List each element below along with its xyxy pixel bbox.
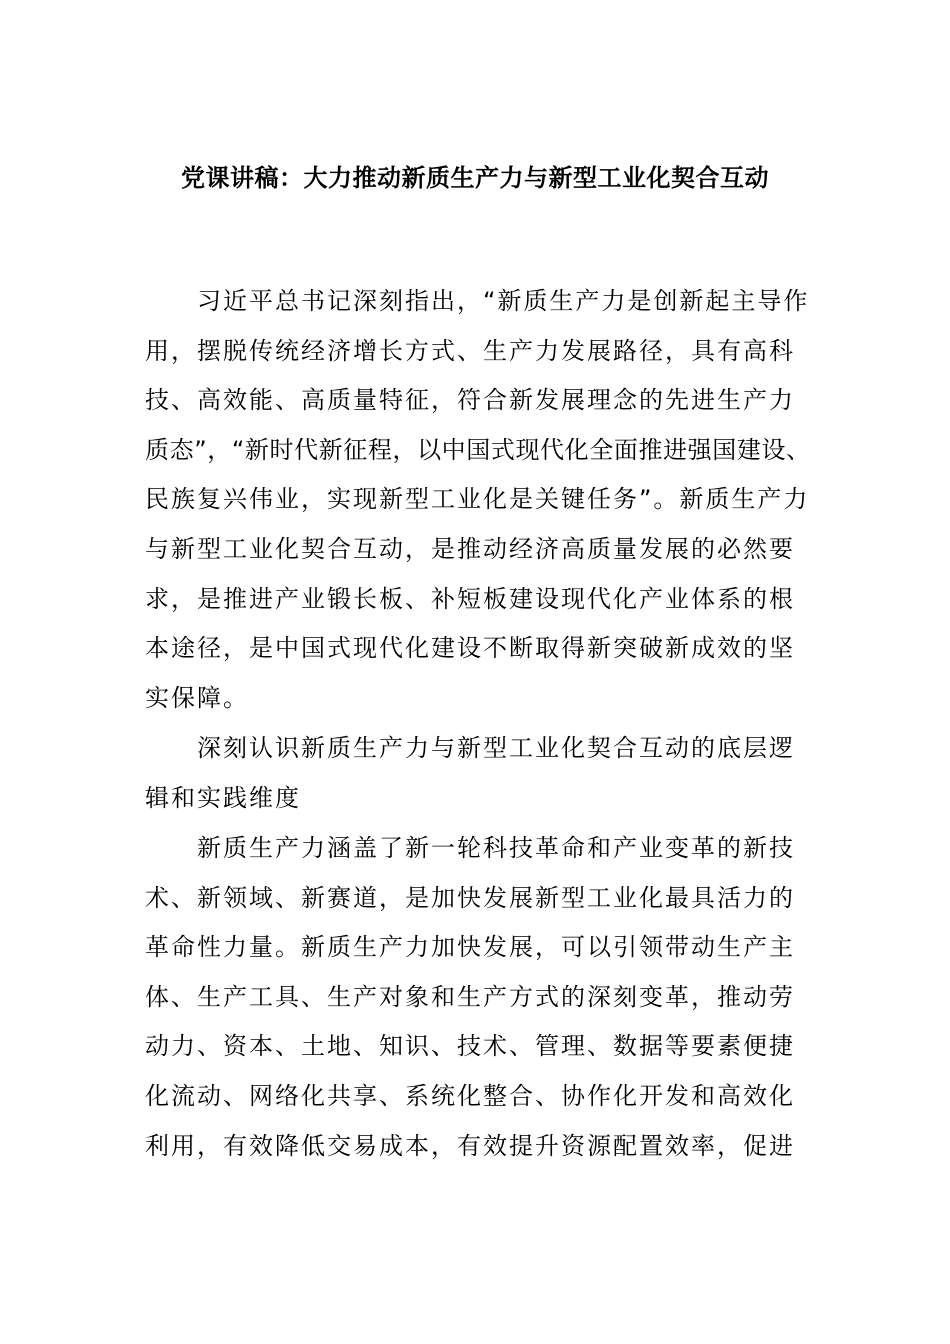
text-line: 民族复兴伟业，实现新型工业化是关键任务”。新质生产力 — [145, 485, 810, 514]
text-line: 实保障。 — [145, 683, 249, 712]
text-line: 革命性力量。新质生产力加快发展，可以引领带动生产主 — [145, 933, 795, 962]
text-line: 辑和实践维度 — [145, 783, 301, 812]
text-line: 用，摆脱传统经济增长方式、生产力发展路径，具有高科 — [145, 336, 795, 365]
text-line: 化流动、网络化共享、系统化整合、协作化开发和高效化 — [145, 1081, 795, 1110]
text-line: 本途径，是中国式现代化建设不断取得新突破新成效的坚 — [145, 634, 795, 663]
paragraph-2 — [145, 724, 813, 823]
text-line: 技、高效能、高质量特征，符合新发展理念的先进生产力 — [145, 386, 795, 415]
text-line: 新质生产力涵盖了新一轮科技革命和产业变革的新技 — [197, 834, 795, 862]
text-line: 术、新领域、新赛道，是加快发展新型工业化最具活力的 — [145, 883, 795, 912]
text-line: 利用，有效降低交易成本，有效提升资源配置效率，促进 — [145, 1131, 795, 1160]
paragraph-3 — [145, 824, 813, 1171]
text-line: 体、生产工具、生产对象和生产方式的深刻变革，推动劳 — [145, 982, 795, 1011]
text-line: 求，是推进产业锻长板、补短板建设现代化产业体系的根 — [145, 584, 795, 613]
text-line: 与新型工业化契合互动，是推动经济高质量发展的必然要 — [145, 534, 795, 563]
document-title: 党课讲稿：大力推动新质生产力与新型工业化契合互动 — [181, 164, 769, 192]
text-line: 习近平总书记深刻指出，“新质生产力是创新起主导作 — [197, 287, 810, 315]
text-line: 深刻认识新质生产力与新型工业化契合互动的底层逻 — [197, 734, 795, 762]
text-line: 质态”，“新时代新征程，以中国式现代化全面推进强国建设、 — [145, 435, 811, 464]
paragraph-1 — [145, 277, 813, 723]
text-line: 动力、资本、土地、知识、技术、管理、数据等要素便捷 — [145, 1032, 795, 1061]
